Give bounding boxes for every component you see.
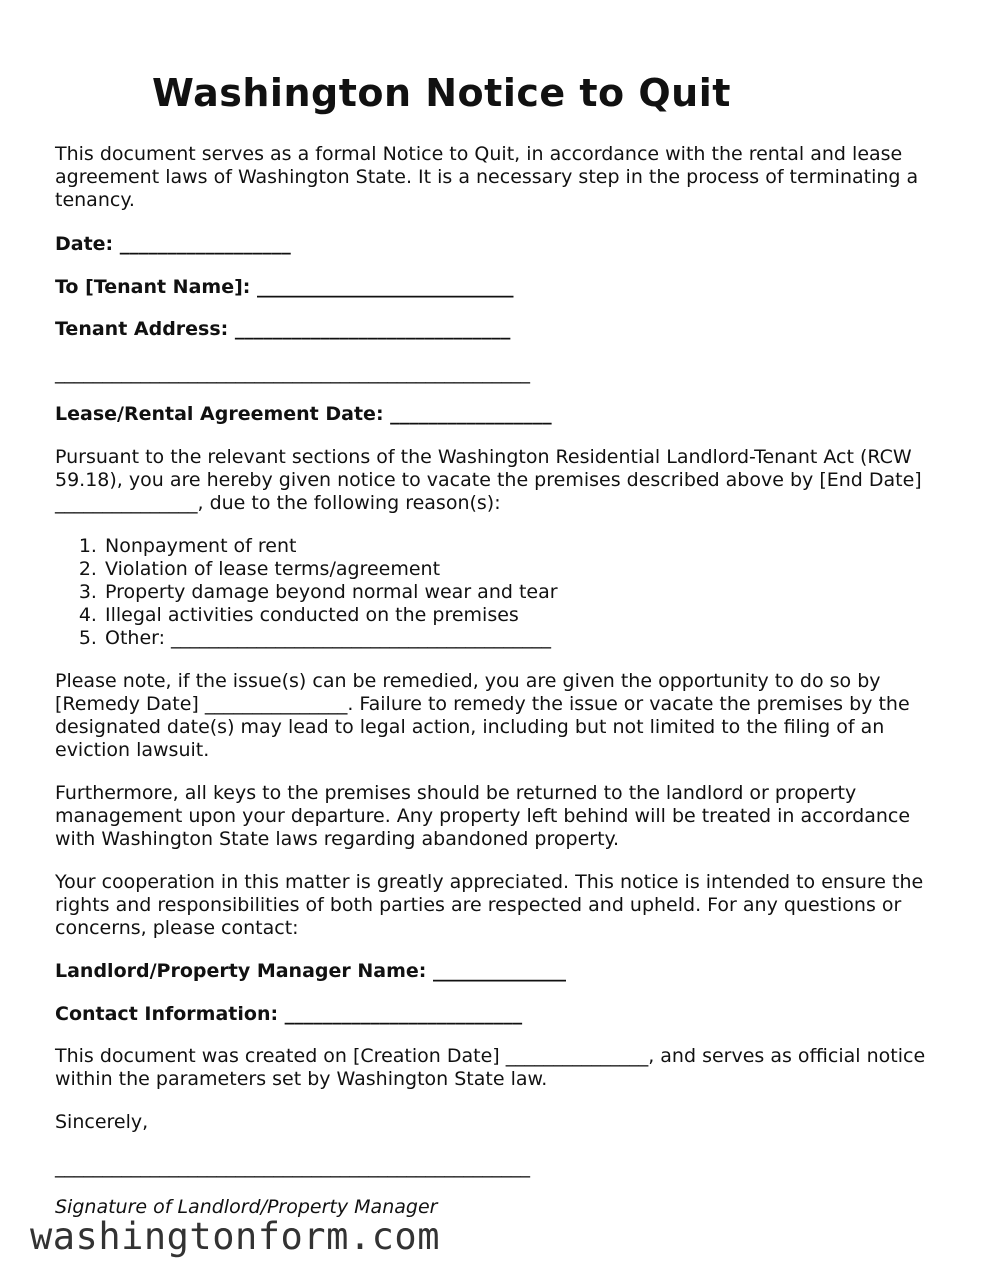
reason-item: 3. Property damage beyond normal wear and tear	[103, 581, 993, 604]
landlord-name-field: Landlord/Property Manager Name: ______________	[55, 960, 566, 982]
lease-date-field: Lease/Rental Agreement Date: _________________	[55, 403, 552, 425]
reasons-list	[55, 535, 993, 650]
document-title: Washington Notice to Quit	[152, 71, 731, 115]
tenant-address-field: Tenant Address: _____________________________	[55, 318, 511, 340]
signature-line: __________________________________________________	[55, 1156, 530, 1178]
reason-item: 4. Illegal activities conducted on the premises	[103, 604, 993, 627]
creation-paragraph: This document was created on [Creation Date] _______________, and serves as official notice within the parameters set by Washington State law.	[55, 1045, 926, 1090]
reason-item: 1. Nonpayment of rent	[103, 535, 993, 558]
watermark-text: washingtonform.com	[30, 1215, 440, 1258]
remedy-paragraph: Please note, if the issue(s) can be remedied, you are given the opportunity to do so by [Remedy Date] _______________. Failure to remedy the issue or vacate the premises by the designated date(s) may lead to legal action, including but not limited to the filing of an eviction lawsuit.	[55, 670, 910, 761]
pursuant-paragraph: Pursuant to the relevant sections of the Washington Residential Landlord-Tenant Act (RCW 59.18), you are hereby given notice to vacate the premises described above by [End Date] _______________, due to the following reason(s):	[55, 446, 922, 514]
reason-item: 2. Violation of lease terms/agreement	[103, 558, 993, 581]
intro-paragraph: This document serves as a formal Notice to Quit, in accordance with the rental and lease agreement laws of Washington State. It is a necessary step in the process of terminating a tenancy.	[55, 143, 919, 211]
date-field: Date: __________________	[55, 233, 291, 255]
cooperation-paragraph: Your cooperation in this matter is greatly appreciated. This notice is intended to ensure the rights and responsibilities of both parties are respected and upheld. For any questions or concerns, please contact:	[55, 871, 924, 939]
closing-text: Sincerely,	[55, 1111, 149, 1133]
tenant-name-field: To [Tenant Name]: ___________________________	[55, 276, 514, 298]
keys-paragraph: Furthermore, all keys to the premises should be returned to the landlord or property management upon your departure. Any property left behind will be treated in accordance with Washington State laws regarding abandoned property.	[55, 782, 911, 850]
signature-caption: Signature of Landlord/Property Manager	[55, 1196, 438, 1218]
contact-info-field: Contact Information: _________________________	[55, 1003, 523, 1025]
reason-item: 5. Other: ________________________________________	[103, 627, 993, 650]
tenant-address-blank-line: __________________________________________________	[55, 362, 530, 384]
